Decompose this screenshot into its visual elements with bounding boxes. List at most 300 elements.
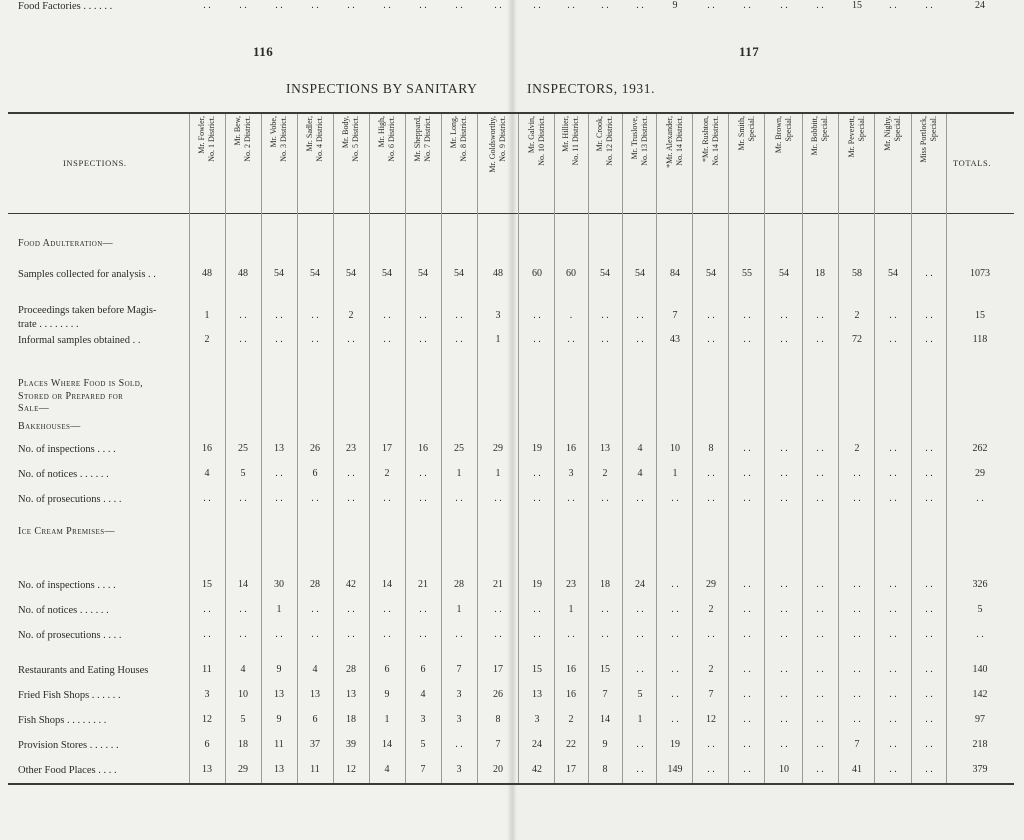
table-cell: 13 xyxy=(600,443,610,454)
table-cell: 23 xyxy=(346,443,356,454)
total-cell: 118 xyxy=(972,334,988,345)
column-header-line: Special. xyxy=(928,116,938,142)
table-cell: 11 xyxy=(310,764,320,775)
table-cell: . . xyxy=(889,310,897,321)
table-cell: 12 xyxy=(706,714,716,725)
column-header xyxy=(665,116,684,207)
table-cell: . . xyxy=(925,664,933,675)
column-header-line: Mr. Hillier, xyxy=(561,116,570,152)
table-cell: 4 xyxy=(240,664,246,675)
table-cell: 41 xyxy=(852,764,862,775)
table-cell: . . xyxy=(671,604,679,615)
table-cell: . . xyxy=(567,334,575,345)
column-header-text xyxy=(774,116,793,206)
table-cell: 15 xyxy=(852,0,862,11)
table-cell: . . xyxy=(671,714,679,725)
table-cell: . . xyxy=(707,739,715,750)
table-cell: . xyxy=(569,310,573,321)
column-header-text xyxy=(527,116,546,206)
table-top-rule xyxy=(8,112,1014,114)
table-cell: . . xyxy=(743,334,751,345)
column-header-line: Special. xyxy=(892,116,902,142)
table-cell: . . xyxy=(671,664,679,675)
column-header-text xyxy=(847,116,866,206)
column-header-line: Mr. Galvin, xyxy=(527,116,536,154)
row-label-line: No. of notices . . . . . . xyxy=(18,605,109,616)
column-divider xyxy=(189,114,190,783)
column-header-line: Mr. Smith, xyxy=(737,116,746,151)
table-cell: . . xyxy=(455,493,463,504)
column-header-text xyxy=(377,116,396,206)
table-cell: . . xyxy=(925,764,933,775)
table-cell: . . xyxy=(707,493,715,504)
table-cell: . . xyxy=(203,0,211,11)
table-cell: 7 xyxy=(854,739,860,750)
table-cell: . . xyxy=(816,604,824,615)
table-cell: 2 xyxy=(602,468,608,479)
section-heading-line: Sale— xyxy=(18,403,50,414)
table-cell: . . xyxy=(203,493,211,504)
table-cell: . . xyxy=(925,334,933,345)
row-label xyxy=(18,468,109,482)
column-divider xyxy=(874,114,875,783)
table-cell: 13 xyxy=(532,689,542,700)
column-header-line: No. 6 District. xyxy=(386,116,396,162)
table-cell: . . xyxy=(636,629,644,640)
section-heading xyxy=(18,526,115,539)
table-cell: . . xyxy=(494,0,502,11)
row-label xyxy=(18,579,116,593)
table-cell: 24 xyxy=(532,739,542,750)
table-cell: . . xyxy=(816,493,824,504)
column-header-text xyxy=(701,116,720,206)
table-cell: . . xyxy=(419,334,427,345)
table-cell: . . xyxy=(671,579,679,590)
table-cell: 29 xyxy=(238,764,248,775)
column-divider xyxy=(405,114,406,783)
table-cell: . . xyxy=(853,579,861,590)
table-cell: 1 xyxy=(384,714,390,725)
column-header-line: Special. xyxy=(819,116,829,142)
table-cell: 15 xyxy=(202,579,212,590)
table-cell: 7 xyxy=(672,310,678,321)
table-cell: . . xyxy=(275,334,283,345)
table-cell: 10 xyxy=(670,443,680,454)
table-cell: . . xyxy=(533,468,541,479)
table-cell: . . xyxy=(636,493,644,504)
row-label-line: No. of prosecutions . . . . xyxy=(18,494,122,505)
table-cell: . . xyxy=(383,629,391,640)
row-label-line: Informal samples obtained . . xyxy=(18,335,141,346)
column-header xyxy=(527,116,546,207)
table-cell: . . xyxy=(816,579,824,590)
table-cell: . . xyxy=(816,468,824,479)
table-cell: . . xyxy=(636,739,644,750)
table-cell: . . xyxy=(601,334,609,345)
column-header-line: No. 12 District. xyxy=(604,116,614,166)
table-cell: 1 xyxy=(456,604,462,615)
table-cell: . . xyxy=(636,334,644,345)
table-cell: . . xyxy=(455,629,463,640)
table-cell: . . xyxy=(780,629,788,640)
table-cell: 15 xyxy=(600,664,610,675)
table-cell: . . xyxy=(816,664,824,675)
row-label-line: Fish Shops . . . . . . . . xyxy=(18,715,107,726)
table-cell: 1 xyxy=(637,714,643,725)
column-header-line: Mr. Goldsworthy, xyxy=(488,116,497,173)
row-label xyxy=(18,739,119,753)
table-cell: . . xyxy=(419,0,427,11)
table-cell: 15 xyxy=(532,664,542,675)
table-cell: 11 xyxy=(202,664,212,675)
table-cell: 4 xyxy=(384,764,390,775)
table-cell: 4 xyxy=(637,468,643,479)
column-header xyxy=(810,116,829,207)
table-cell: 23 xyxy=(566,579,576,590)
table-cell: . . xyxy=(925,689,933,700)
table-cell: 54 xyxy=(600,268,610,279)
column-header-text xyxy=(810,116,829,206)
table-cell: 48 xyxy=(202,268,212,279)
column-header-line: Mr. Bobbitt, xyxy=(810,116,819,156)
table-cell: . . xyxy=(743,664,751,675)
column-divider xyxy=(656,114,657,783)
table-cell: . . xyxy=(455,739,463,750)
column-header xyxy=(883,116,902,207)
table-cell: . . xyxy=(239,493,247,504)
table-cell: 4 xyxy=(420,689,426,700)
total-cell: 142 xyxy=(972,689,988,700)
table-cell: . . xyxy=(455,334,463,345)
table-cell: . . xyxy=(780,443,788,454)
column-header xyxy=(774,116,793,207)
table-cell: 22 xyxy=(566,739,576,750)
table-cell: 54 xyxy=(418,268,428,279)
table-cell: 18 xyxy=(238,739,248,750)
section-heading-line: Ice Cream Premises— xyxy=(18,526,115,537)
table-cell: 12 xyxy=(346,764,356,775)
table-cell: 54 xyxy=(888,268,898,279)
column-divider xyxy=(764,114,765,783)
table-cell: . . xyxy=(780,493,788,504)
table-cell: 13 xyxy=(274,443,284,454)
table-cell: 3 xyxy=(456,714,462,725)
table-cell: . . xyxy=(889,493,897,504)
table-cell: . . xyxy=(925,268,933,279)
column-header-text xyxy=(413,116,432,206)
table-cell: . . xyxy=(925,443,933,454)
column-header-line: No. 10 District. xyxy=(536,116,546,166)
column-header-line: Special. xyxy=(746,116,756,142)
total-cell: 262 xyxy=(972,443,988,454)
table-cell: . . xyxy=(347,334,355,345)
row-label xyxy=(18,493,122,507)
table-cell: . . xyxy=(533,629,541,640)
row-label xyxy=(18,689,121,703)
table-cell: . . xyxy=(671,689,679,700)
table-cell: 18 xyxy=(600,579,610,590)
column-header-line: No. 2 District. xyxy=(242,116,252,162)
table-cell: 2 xyxy=(708,664,714,675)
column-header-line: Mr. Peverett, xyxy=(847,116,856,158)
table-cell: . . xyxy=(816,629,824,640)
table-cell: 28 xyxy=(310,579,320,590)
table-cell: 5 xyxy=(637,689,643,700)
table-cell: . . xyxy=(601,493,609,504)
row-label xyxy=(18,604,109,618)
table-cell: 3 xyxy=(204,689,210,700)
column-divider xyxy=(477,114,478,783)
table-cell: . . xyxy=(780,579,788,590)
table-cell: 54 xyxy=(635,268,645,279)
table-cell: . . xyxy=(816,714,824,725)
section-heading-line: Stored or Prepared for xyxy=(18,390,124,402)
table-cell: 7 xyxy=(456,664,462,675)
table-cell: 2 xyxy=(854,310,860,321)
column-header-line: *Mr. Alexander, xyxy=(665,116,674,168)
column-header-text xyxy=(341,116,360,206)
table-cell: 11 xyxy=(274,739,284,750)
table-cell: 5 xyxy=(240,468,246,479)
column-header xyxy=(701,116,720,207)
table-cell: 54 xyxy=(779,268,789,279)
table-cell: . . xyxy=(925,604,933,615)
table-cell: 19 xyxy=(532,579,542,590)
table-cell: . . xyxy=(567,0,575,11)
total-cell: 15 xyxy=(975,310,985,321)
table-cell: 24 xyxy=(635,579,645,590)
title-left: INSPECTIONS BY SANITARY xyxy=(286,81,478,96)
table-cell: . . xyxy=(816,310,824,321)
table-cell: 2 xyxy=(348,310,354,321)
table-cell: . . xyxy=(780,689,788,700)
table-cell: 3 xyxy=(456,764,462,775)
section-heading-line: Places Where Food is Sold, xyxy=(18,378,144,389)
table-cell: . . xyxy=(636,664,644,675)
table-cell: . . xyxy=(311,0,319,11)
table-cell: . . xyxy=(419,310,427,321)
column-header-line: Miss Portlock, xyxy=(919,116,928,163)
column-header-text xyxy=(595,116,614,206)
table-cell: 18 xyxy=(815,268,825,279)
table-cell: 3 xyxy=(534,714,540,725)
table-cell: . . xyxy=(419,629,427,640)
row-label-line: Restaurants and Eating Houses xyxy=(18,665,149,676)
table-cell: 9 xyxy=(276,714,282,725)
row-label-line: Other Food Places . . . . xyxy=(18,765,117,776)
table-cell: . . xyxy=(780,664,788,675)
table-cell: 4 xyxy=(312,664,318,675)
table-cell: . . xyxy=(780,604,788,615)
column-header xyxy=(561,116,580,207)
table-cell: 5 xyxy=(240,714,246,725)
table-cell: . . xyxy=(601,310,609,321)
table-cell: 60 xyxy=(566,268,576,279)
header-bottom-rule xyxy=(8,213,1014,214)
table-cell: . . xyxy=(889,334,897,345)
table-cell: . . xyxy=(347,604,355,615)
table-cell: 1 xyxy=(204,310,210,321)
table-cell: . . xyxy=(889,443,897,454)
table-cell: 48 xyxy=(238,268,248,279)
column-header xyxy=(488,116,507,207)
row-label-line: Proceedings taken before Magis- xyxy=(18,305,157,316)
column-header-line: Mr. Long, xyxy=(449,116,458,149)
table-cell: . . xyxy=(780,714,788,725)
row-label xyxy=(18,764,117,778)
table-cell: . . xyxy=(853,629,861,640)
row-label xyxy=(18,304,157,331)
table-cell: . . xyxy=(671,493,679,504)
table-cell: 2 xyxy=(708,604,714,615)
table-cell: 1 xyxy=(495,334,501,345)
table-cell: . . xyxy=(203,629,211,640)
table-cell: . . xyxy=(275,310,283,321)
table-cell: 6 xyxy=(312,714,318,725)
column-header-line: No. 11 District. xyxy=(570,116,580,166)
table-cell: . . xyxy=(743,629,751,640)
table-cell: . . xyxy=(311,310,319,321)
section-heading-line: Food Adulteration— xyxy=(18,238,114,249)
table-cell: . . xyxy=(311,629,319,640)
column-header-line: No. 1 District. xyxy=(206,116,216,162)
table-cell: 42 xyxy=(532,764,542,775)
table-cell: 19 xyxy=(532,443,542,454)
total-cell: . . xyxy=(976,629,984,640)
table-cell: . . xyxy=(889,739,897,750)
column-header-text xyxy=(449,116,468,206)
table-cell: . . xyxy=(853,493,861,504)
table-cell: . . xyxy=(889,629,897,640)
table-cell: 16 xyxy=(566,664,576,675)
table-cell: . . xyxy=(275,493,283,504)
table-cell: 16 xyxy=(566,689,576,700)
total-cell: . . xyxy=(976,493,984,504)
column-header xyxy=(377,116,396,207)
column-header-line: Mr. Sadler, xyxy=(305,116,314,152)
table-cell: . . xyxy=(780,0,788,11)
column-header xyxy=(595,116,614,207)
column-header-line: Mr. High, xyxy=(377,116,386,148)
table-cell: 72 xyxy=(852,334,862,345)
table-cell: . . xyxy=(533,604,541,615)
table-cell: . . xyxy=(853,604,861,615)
table-cell: . . xyxy=(383,334,391,345)
column-header-text xyxy=(197,116,216,206)
table-cell: 7 xyxy=(708,689,714,700)
column-header-line: Mr. Nighy, xyxy=(883,116,892,151)
table-cell: . . xyxy=(671,629,679,640)
table-cell: . . xyxy=(743,764,751,775)
table-cell: 3 xyxy=(568,468,574,479)
title-right: INSPECTORS, 1931. xyxy=(527,81,656,96)
total-cell: 140 xyxy=(972,664,988,675)
table-cell: 58 xyxy=(852,268,862,279)
table-cell: . . xyxy=(494,493,502,504)
table-cell: . . xyxy=(889,0,897,11)
table-cell: 10 xyxy=(238,689,248,700)
table-cell: . . xyxy=(419,493,427,504)
column-header xyxy=(413,116,432,207)
table-cell: 4 xyxy=(204,468,210,479)
row-label-line: Provision Stores . . . . . . xyxy=(18,740,119,751)
table-cell: 16 xyxy=(202,443,212,454)
table-cell: . . xyxy=(707,334,715,345)
table-cell: . . xyxy=(533,0,541,11)
table-cell: 29 xyxy=(493,443,503,454)
column-header-line: Mr. Brown, xyxy=(774,116,783,154)
table-cell: 2 xyxy=(568,714,574,725)
table-cell: 19 xyxy=(670,739,680,750)
column-divider xyxy=(225,114,226,783)
table-cell: . . xyxy=(780,334,788,345)
table-cell: . . xyxy=(601,629,609,640)
table-cell: 2 xyxy=(854,443,860,454)
table-cell: . . xyxy=(743,689,751,700)
table-cell: 18 xyxy=(346,714,356,725)
column-header-line: Special. xyxy=(856,116,866,142)
table-cell: 28 xyxy=(346,664,356,675)
table-cell: 7 xyxy=(602,689,608,700)
column-header-line: No. 13 District. xyxy=(639,116,649,166)
table-cell: 25 xyxy=(238,443,248,454)
column-divider xyxy=(838,114,839,783)
table-cell: 37 xyxy=(310,739,320,750)
table-cell: 54 xyxy=(454,268,464,279)
table-cell: 2 xyxy=(204,334,210,345)
table-cell: . . xyxy=(853,689,861,700)
table-cell: 26 xyxy=(493,689,503,700)
table-cell: . . xyxy=(889,764,897,775)
table-cell: 6 xyxy=(312,468,318,479)
table-cell: . . xyxy=(494,604,502,615)
table-cell: . . xyxy=(780,739,788,750)
table-cell: 43 xyxy=(670,334,680,345)
column-header-line: No. 14 District. xyxy=(710,116,720,166)
column-header-text xyxy=(561,116,580,206)
total-cell: 218 xyxy=(972,739,988,750)
table-cell: . . xyxy=(347,629,355,640)
table-cell: . . xyxy=(816,0,824,11)
table-cell: . . xyxy=(889,468,897,479)
column-header-line: Mr. Vobe, xyxy=(269,116,278,148)
table-cell: . . xyxy=(925,493,933,504)
table-cell: 12 xyxy=(202,714,212,725)
table-cell: 48 xyxy=(493,268,503,279)
table-cell: 1 xyxy=(276,604,282,615)
column-header xyxy=(341,116,360,207)
table-cell: 54 xyxy=(706,268,716,279)
table-cell: 54 xyxy=(382,268,392,279)
table-cell: 84 xyxy=(670,268,680,279)
table-cell: . . xyxy=(636,604,644,615)
table-cell: . . xyxy=(925,714,933,725)
row-label-line: No. of inspections . . . . xyxy=(18,444,116,455)
column-header-text xyxy=(269,116,288,206)
table-cell: . . xyxy=(455,310,463,321)
table-cell: . . xyxy=(239,0,247,11)
table-cell: 54 xyxy=(274,268,284,279)
table-cell: . . xyxy=(419,604,427,615)
table-cell: 149 xyxy=(667,764,683,775)
table-cell: 13 xyxy=(274,764,284,775)
column-header-text xyxy=(665,116,684,206)
row-label-line: No. of inspections . . . . xyxy=(18,580,116,591)
row-label-line: trate . . . . . . . . xyxy=(18,318,79,330)
table-cell: . . xyxy=(780,468,788,479)
column-divider xyxy=(333,114,334,783)
section-heading-line: Bakehouses— xyxy=(18,421,81,432)
